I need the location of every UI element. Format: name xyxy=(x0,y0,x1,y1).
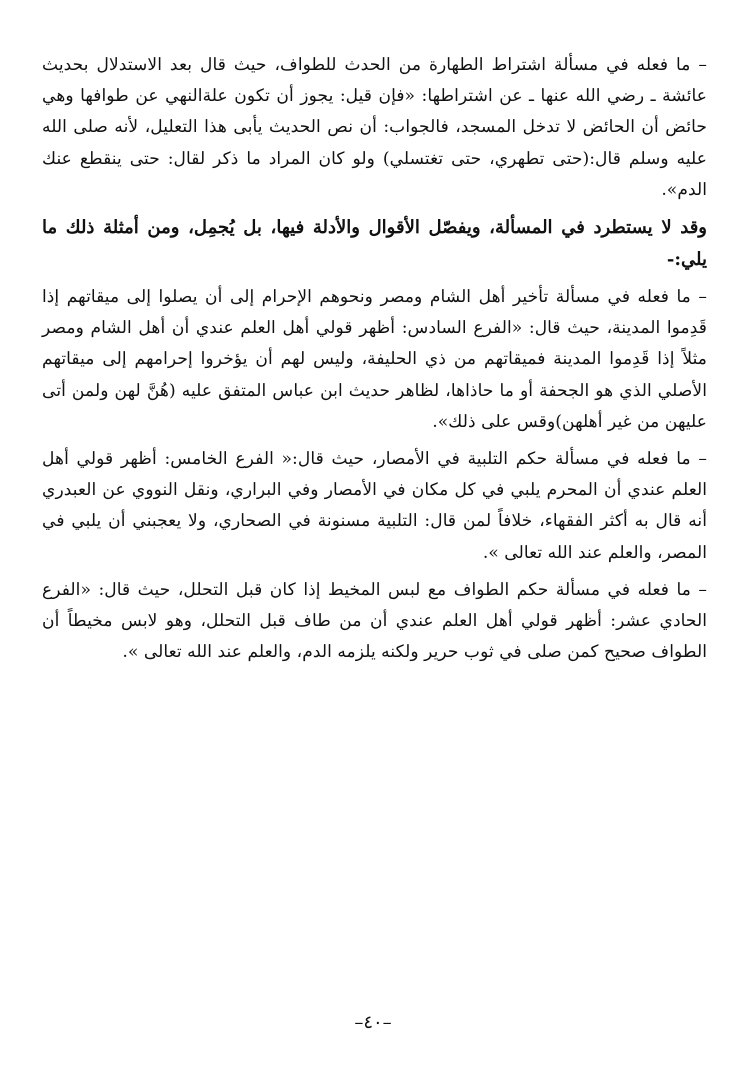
page-body xyxy=(42,50,707,674)
paragraph-talbiya: – ما فعله في مسألة حكم التلبية في الأمصار، حيث قال:« الفرع الخامس: أظهر قولي أهل العلم عندي أن المحرم يلبي في كل مكان في الأمصار وفي البراري، ونقل النووي عن العبدري أنه قال به أكثر الفقهاء، خلافاً لمن قال: التلبية مسنونة في الصحاري، ولا يعجبني أن يلبي في المصر، والعلم عند الله تعالى ». xyxy=(42,449,707,563)
paragraph-summary-heading: وقد لا يستطرد في المسألة، ويفصّل الأقوال والأدلة فيها، بل يُجمِل، ومن أمثلة ذلك ما يلي:- xyxy=(42,217,707,271)
paragraph-miqat-delay: – ما فعله في مسألة تأخير أهل الشام ومصر ونحوهم الإحرام إلى أن يصلوا إلى ميقاتهم إذا قَدِموا المدينة، حيث قال: «الفرع السادس: أظهر قولي أهل العلم عندي أن أهل الشام ومصر مثلاً إذا قَدِموا المدينة فميقاتهم من ذي الحليفة، وليس لهم أن يؤخروا إحرامهم إلى ميقاتهم الأصلي الذي هو الجحفة أو ما حاذاها، لظاهر حديث ابن عباس المتفق عليه (هُنَّ لهن ولمن أتى عليهن من غير أهلهن)وقس على ذلك». xyxy=(42,287,707,432)
paragraph-tawaf-sewn-clothing: – ما فعله في مسألة حكم الطواف مع لبس المخيط إذا كان قبل التحلل، حيث قال: «الفرع الحادي عشر: أظهر قولي أهل العلم عندي أن من طاف قبل التحلل، وهو لابس مخيطاً أن الطواف صحيح كمن صلى في ثوب حرير ولكنه يلزمه الدم، والعلم عند الله تعالى ». xyxy=(42,579,707,663)
page-number: –٤٠– xyxy=(354,1012,392,1033)
paragraph-tawaf-purity: – ما فعله في مسألة اشتراط الطهارة من الحدث للطواف، حيث قال بعد الاستدلال بحديث عائشة ـ رضي الله عنها ـ عن اشتراطها: «فإن قيل: يجوز أن تكون علةالنهي عن طوافها وهي حائض أن الحائض لا تدخل المسجد، فالجواب: أن نص الحديث يأبى هذا التعليل، لأنه صلى الله عليه وسلم قال:(حتى تطهري، حتى تغتسلي) ولو كان المراد ما ذكر لقال: حتى ينقطع عنك الدم». xyxy=(42,55,707,200)
